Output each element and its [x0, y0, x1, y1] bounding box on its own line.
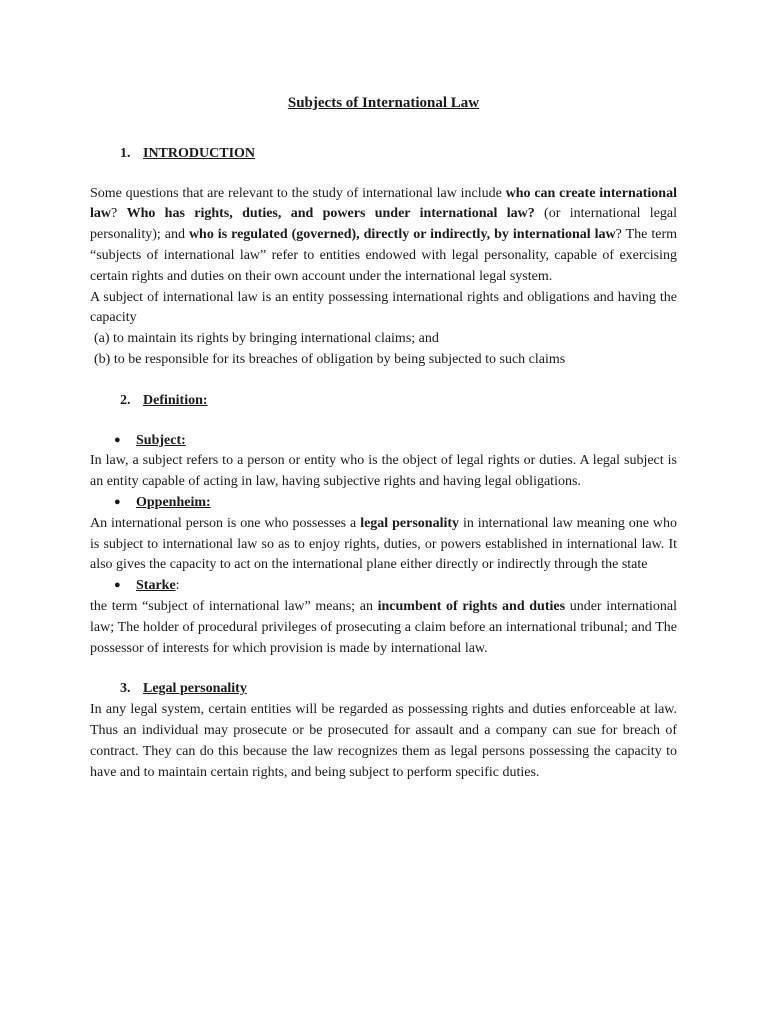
document-page	[90, 93, 677, 783]
bold-text-run: Who has rights, duties, and powers under international law?	[126, 206, 535, 222]
section-number: 2.	[120, 392, 131, 408]
subject-definition-paragraph: A subject of international law is an entity possessing international rights and obligations and having the capacity	[90, 289, 677, 326]
text-run: the term “subject of international law” means; an	[90, 598, 378, 614]
bold-text-run: incumbent of rights and duties	[377, 598, 566, 614]
legal-personality-paragraph: In any legal system, certain entities will be regarded as possessing rights and duties enforceable at law. Thus an individual may prosecute or be prosecuted for assault and a company can sue for breach of contract. They can do this because the law recognizes them as legal persons possessing the capacity to have and to maintain certain rights, and being subject to perform specific duties.	[90, 702, 677, 780]
section-number: 3.	[120, 681, 131, 697]
text-run: An international person is one who possesses a	[90, 515, 361, 531]
text-run: in international law meaning one who is subject to international law so as to enjoy rights, duties, or powers established in international law. It also gives the capacity to act on the international plane either directly or indirectly through the state	[90, 515, 678, 573]
bold-text-run: legal personality	[360, 515, 460, 531]
section-number: 1.	[120, 145, 131, 161]
text-run: Some questions that are relevant to the study of international law include	[90, 185, 506, 201]
introduction-paragraph	[90, 184, 677, 288]
bullet-label: Subject:	[136, 432, 186, 448]
capacity-item-a: (a) to maintain its rights by bringing international claims; and	[94, 331, 439, 347]
bullet-icon: ●	[114, 579, 121, 592]
text-run: (or international legal personality); and	[90, 206, 678, 243]
capacity-item-b: (b) to be responsible for its breaches of obligation by being subjected to such claims	[94, 351, 566, 367]
oppenheim-paragraph	[90, 514, 677, 576]
starke-paragraph	[90, 597, 677, 659]
text-run: under international law; The holder of procedural privileges of prosecuting a claim before an international tribunal; and The possessor of interests for which provision is made by international law.	[90, 598, 677, 656]
bullet-icon: ●	[114, 433, 121, 446]
bullet-label: Starke	[136, 578, 176, 594]
bullet-label-suffix: :	[175, 578, 180, 594]
section-heading-introduction	[120, 144, 677, 165]
text-run: ?	[111, 206, 127, 222]
bullet-subject	[90, 431, 677, 452]
subject-paragraph: In law, a subject refers to a person or entity who is the object of legal rights or duties. A legal subject is an entity capable of acting in law, having subjective rights and having legal obligations.	[90, 453, 677, 490]
section-heading-text: INTRODUCTION	[143, 145, 256, 161]
bullet-oppenheim	[90, 493, 677, 514]
bold-text-run: who can create international law	[90, 185, 677, 222]
bullet-starke	[90, 576, 677, 597]
bold-text-run: who is regulated (governed), directly or indirectly, by international law	[188, 227, 616, 243]
section-heading-legal-personality	[120, 679, 677, 700]
bullet-icon: ●	[114, 495, 121, 508]
bullet-label: Oppenheim:	[136, 494, 211, 510]
document-title: Subjects of International Law	[287, 95, 480, 111]
text-run: ? The term “subjects of international law” refer to entities endowed with legal personality, capable of exercising certain rights and duties on their own account under the international legal system.	[90, 227, 678, 284]
section-heading-text: Definition:	[143, 392, 208, 408]
section-heading-definition	[120, 391, 677, 412]
section-heading-text: Legal personality	[143, 681, 247, 697]
